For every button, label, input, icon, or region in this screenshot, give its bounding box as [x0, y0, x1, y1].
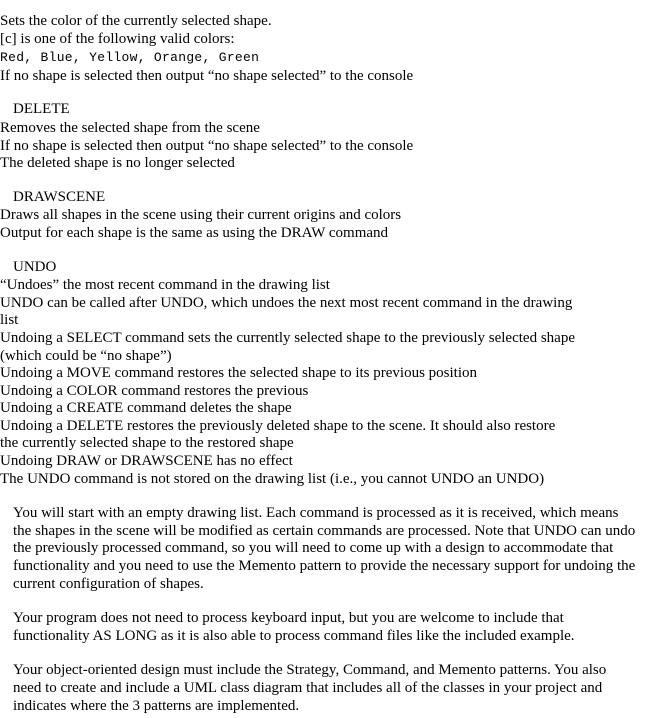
list-item: Undoing a SELECT command sets the currently selected shape to the previously selected shape (which could be “no shape”)	[0, 329, 575, 364]
list-item: Undoing a DELETE restores the previously deleted shape to the scene. It should also restore the currently selected shape to the restored shape	[0, 418, 575, 453]
drawscene-section	[0, 189, 657, 243]
list-item: Undoing a COLOR command restores the previous	[0, 383, 575, 401]
drawscene-bullets	[0, 207, 575, 242]
list-item: Sets the color of the currently selected shape.	[0, 13, 575, 31]
color-bullets	[0, 13, 575, 48]
list-item: Removes the selected shape from the scene	[0, 120, 575, 138]
list-item: The deleted shape is no longer selected	[0, 155, 575, 173]
undo-bullets	[0, 277, 575, 488]
list-item: Undoing a CREATE command deletes the shape	[0, 400, 575, 418]
section-heading: DELETE	[13, 101, 70, 118]
list-item: “Undoes” the most recent command in the drawing list	[0, 277, 575, 295]
paragraph-keyboard-input: Your program does not need to process keyboard input, but you are welcome to include that functionality AS LONG as it is also able to process command files like the included example.	[13, 610, 575, 644]
list-item: Undoing a MOVE command restores the selected shape to its previous position	[0, 365, 575, 383]
color-section	[0, 13, 657, 85]
list-item: UNDO can be called after UNDO, which undoes the next most recent command in the drawing list	[0, 295, 575, 330]
list-item: Draws all shapes in the scene using their current origins and colors	[0, 207, 575, 225]
list-item: The UNDO command is not stored on the drawing list (i.e., you cannot UNDO an UNDO)	[0, 471, 575, 489]
color-bullets-2	[0, 68, 575, 86]
delete-section	[0, 101, 657, 172]
paragraph-design-patterns: Your object-oriented design must include the Strategy, Command, and Memento patterns. You also need to create and include a UML class diagram that includes all of the classes in your project and indicates where the 3 patterns are implemented.	[13, 662, 607, 714]
list-item: Output for each shape is the same as using the DRAW command	[0, 225, 575, 243]
list-item: If no shape is selected then output “no shape selected” to the console	[0, 138, 575, 156]
delete-bullets	[0, 120, 575, 173]
valid-colors-list	[0, 49, 657, 67]
section-heading: UNDO	[13, 258, 57, 275]
list-item: [c] is one of the following valid colors:	[0, 31, 575, 49]
undo-section	[0, 259, 657, 489]
section-heading: DRAWSCENE	[13, 188, 106, 205]
paragraph-drawing-list: You will start with an empty drawing list. Each command is processed as it is received, which means the shapes in the scene will be modified as certain commands are processed. Note that UNDO can undo the previously processed command, so you will need to come up with a design to accommodate that functionality and you need to use the Memento pattern to provide the necessary support for undoing the current configuration of shapes.	[13, 505, 636, 592]
valid-colors: Red, Blue, Yellow, Orange, Green	[0, 49, 657, 67]
list-item: Undoing DRAW or DRAWSCENE has no effect	[0, 453, 575, 471]
list-item: If no shape is selected then output “no shape selected” to the console	[0, 68, 575, 86]
